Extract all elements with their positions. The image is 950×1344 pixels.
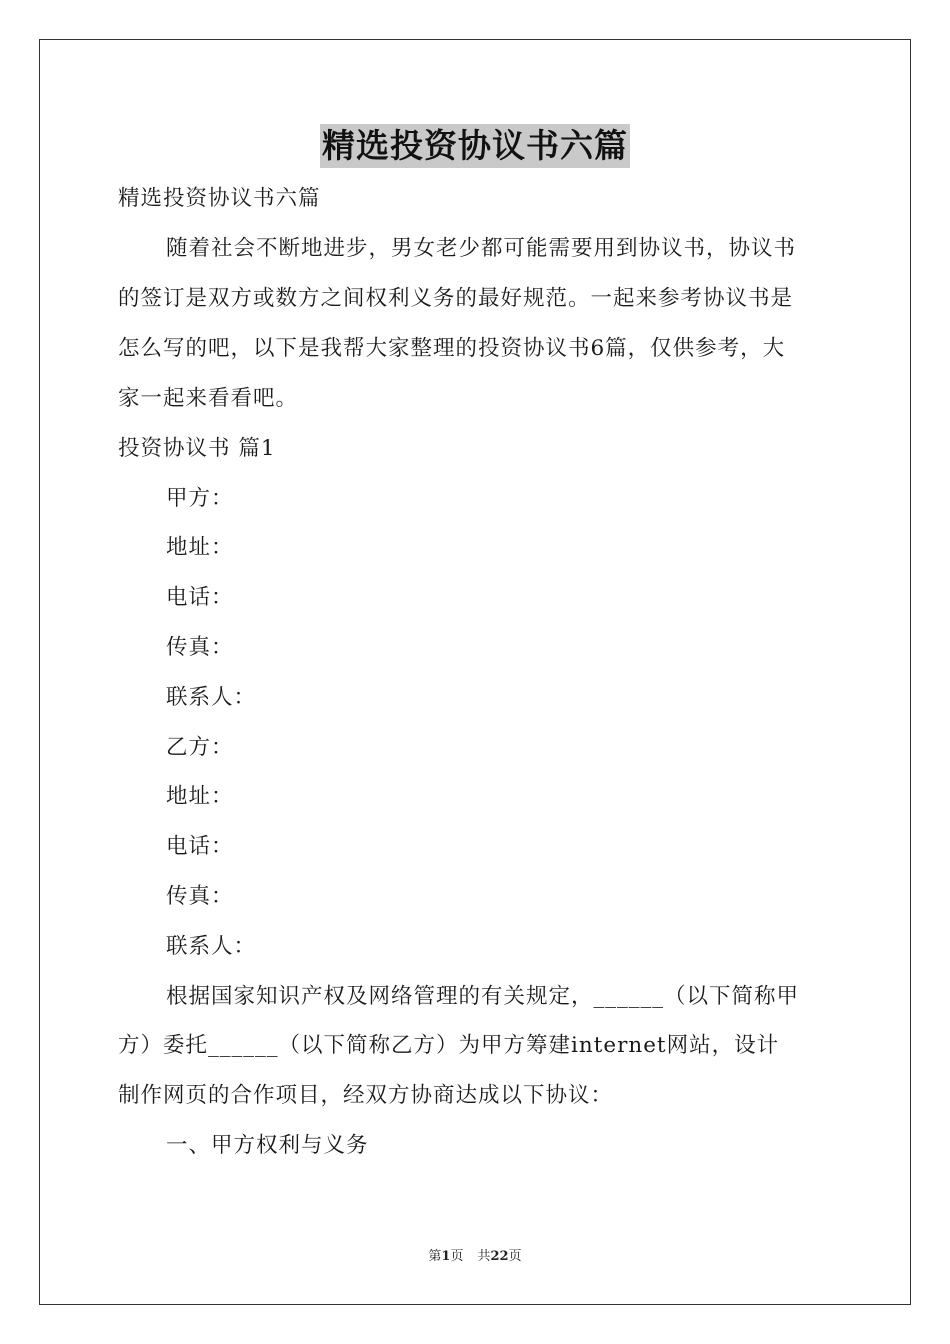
party-b-phone: 电话： — [166, 834, 234, 859]
party-a-contact: 联系人： — [166, 685, 257, 710]
intro-line: 随着社会不断地进步，男女老少都可能需要用到协议书，协议书 — [166, 236, 797, 261]
intro-line: 怎么写的吧，以下是我帮大家整理的投资协议书6篇，仅供参考，大 — [118, 336, 786, 361]
section-heading: 投资协议书 篇1 — [118, 436, 276, 461]
party-b-fax: 传真： — [166, 884, 234, 909]
document-title: 精选投资协议书六篇 — [320, 124, 630, 168]
total-prefix: 共 — [477, 1249, 491, 1264]
party-a-address: 地址： — [166, 535, 234, 560]
intro-line: 家一起来看看吧。 — [118, 386, 299, 411]
title-wrap — [0, 124, 950, 168]
page-border — [39, 39, 911, 1305]
page-prefix: 第 — [428, 1249, 442, 1264]
intro-line: 的签订是双方或数方之间权利义务的最好规范。一起来参考协议书是 — [118, 286, 794, 311]
page-total: 22 — [490, 1249, 509, 1264]
party-a-phone: 电话： — [166, 585, 234, 610]
body-line: 根据国家知识产权及网络管理的有关规定，______（以下简称甲 — [166, 984, 800, 1009]
body-line: 制作网页的合作项目，经双方协商达成以下协议： — [118, 1083, 614, 1108]
page-footer — [0, 1248, 950, 1266]
page-current: 1 — [441, 1249, 451, 1264]
document-subtitle: 精选投资协议书六篇 — [118, 186, 321, 211]
total-suffix: 页 — [508, 1249, 522, 1264]
party-b-label: 乙方： — [166, 735, 234, 760]
party-a-fax: 传真： — [166, 635, 234, 660]
party-a-label: 甲方： — [166, 486, 234, 511]
party-b-address: 地址： — [166, 784, 234, 809]
page-suffix: 页 — [450, 1249, 464, 1264]
clause-heading: 一、甲方权利与义务 — [166, 1133, 369, 1158]
body-line: 方）委托______（以下简称乙方）为甲方筹建internet网站，设计 — [118, 1033, 780, 1058]
party-b-contact: 联系人： — [166, 934, 257, 959]
